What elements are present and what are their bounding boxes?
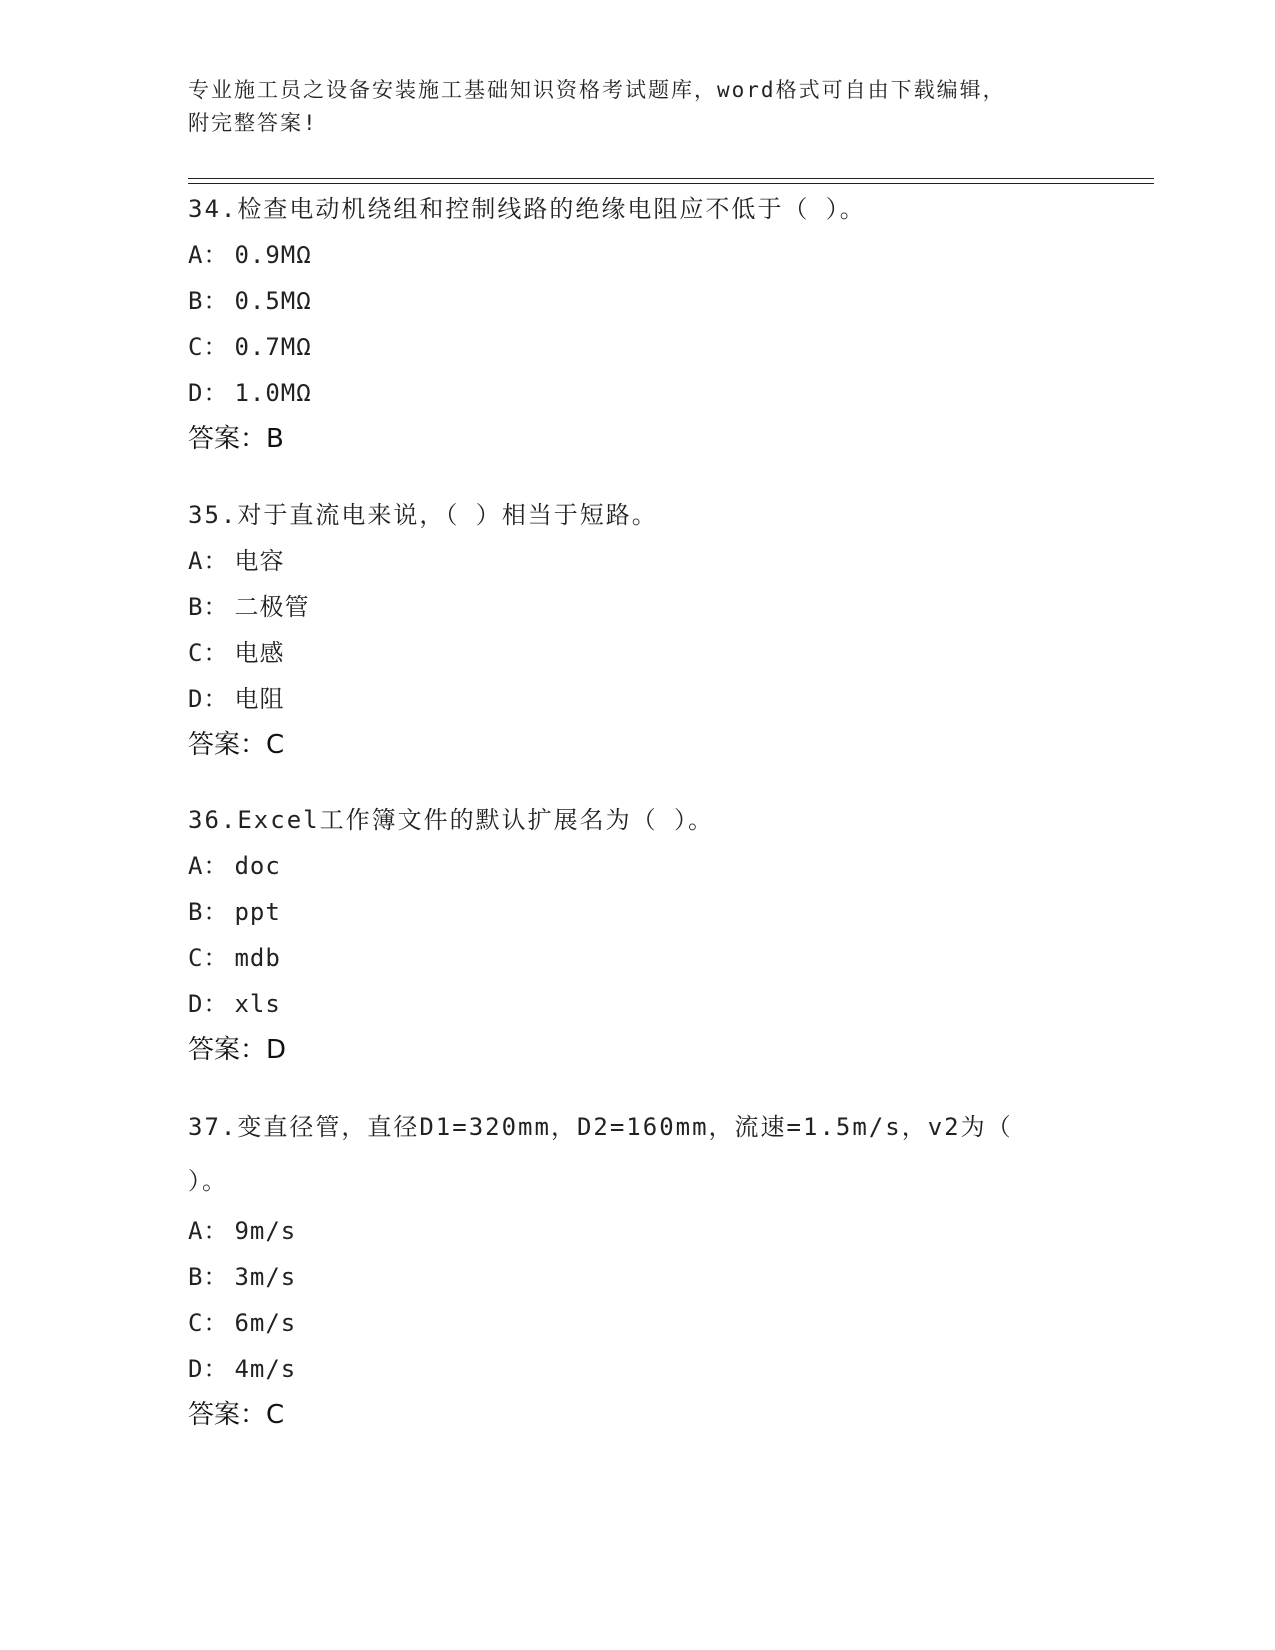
- question-stem: 检查电动机绕组和控制线路的绝缘电阻应不低于（ ）。: [237, 195, 866, 223]
- question-number: 35.: [188, 501, 238, 529]
- question-stem: 变直径管，直径D1=320mm，D2=160mm，流速=1.5m/s，v2为（ ）。: [188, 1113, 1013, 1195]
- question-text: [188, 186, 1088, 232]
- option-d: D： 4m/s: [188, 1355, 297, 1383]
- option-letter: B: [188, 1263, 204, 1291]
- question-number: 37.: [188, 1113, 238, 1141]
- option-letter: D: [188, 379, 204, 407]
- option-text: 9m/s: [234, 1217, 297, 1245]
- answer-label: 答案：: [188, 424, 267, 454]
- option-letter: B: [188, 898, 204, 926]
- option-text: 二极管: [234, 593, 310, 621]
- option-a: A： 电容: [188, 547, 285, 575]
- option-letter: A: [188, 852, 204, 880]
- document-header: [188, 74, 1068, 140]
- option-letter: C: [188, 639, 204, 667]
- question-34: [188, 186, 1088, 462]
- option-text: 4m/s: [234, 1355, 297, 1383]
- answer: [188, 1027, 1088, 1073]
- option-b: B： 二极管: [188, 593, 310, 621]
- question-number: 34.: [188, 195, 238, 223]
- option-c: C： 0.7MΩ: [188, 333, 312, 361]
- option-text: 1.0MΩ: [234, 379, 312, 407]
- option-text: 0.9MΩ: [234, 241, 312, 269]
- option-text: 0.5MΩ: [234, 287, 312, 315]
- question-number: 36.: [188, 806, 238, 834]
- option-d: D： xls: [188, 990, 281, 1018]
- question-text: [188, 492, 1088, 538]
- option-text: 6m/s: [234, 1309, 297, 1337]
- option-text: 0.7MΩ: [234, 333, 312, 361]
- option-c: C： 6m/s: [188, 1309, 297, 1337]
- answer: [188, 722, 1088, 768]
- option-d: D： 电阻: [188, 685, 285, 713]
- option-letter: B: [188, 287, 204, 315]
- question-35: [188, 492, 1088, 768]
- option-letter: A: [188, 547, 204, 575]
- option-d: D： 1.0MΩ: [188, 379, 312, 407]
- answer-label: 答案：: [188, 730, 267, 760]
- option-a: A： doc: [188, 852, 281, 880]
- question-stem: 对于直流电来说，（ ）相当于短路。: [237, 501, 658, 529]
- answer-value: B: [266, 424, 284, 454]
- option-text: 电容: [234, 547, 285, 575]
- option-b: B： ppt: [188, 898, 281, 926]
- option-a: A： 0.9MΩ: [188, 241, 312, 269]
- option-text: doc: [234, 852, 281, 880]
- option-c: C： mdb: [188, 944, 281, 972]
- answer-value: D: [266, 1035, 287, 1065]
- option-text: mdb: [234, 944, 281, 972]
- option-text: 电阻: [234, 685, 285, 713]
- option-letter: D: [188, 1355, 204, 1383]
- answer: [188, 416, 1088, 462]
- header-line-2: 附完整答案!: [188, 111, 318, 135]
- option-text: ppt: [234, 898, 281, 926]
- option-text: 3m/s: [234, 1263, 297, 1291]
- question-37: [188, 1100, 1088, 1438]
- question-36: [188, 797, 1088, 1073]
- option-b: B： 0.5MΩ: [188, 287, 312, 315]
- answer-label: 答案：: [188, 1400, 267, 1430]
- option-letter: C: [188, 1309, 204, 1337]
- header-divider-top: [188, 178, 1154, 179]
- option-letter: B: [188, 593, 204, 621]
- option-letter: C: [188, 333, 204, 361]
- answer-label: 答案：: [188, 1035, 267, 1065]
- header-divider-bottom: [188, 183, 1154, 184]
- option-b: B： 3m/s: [188, 1263, 297, 1291]
- option-letter: C: [188, 944, 204, 972]
- question-text: [188, 797, 1088, 843]
- option-a: A： 9m/s: [188, 1217, 297, 1245]
- answer-value: C: [266, 730, 285, 760]
- answer: [188, 1392, 1088, 1438]
- option-text: 电感: [234, 639, 285, 667]
- question-text: [188, 1100, 1048, 1208]
- header-line-1: 专业施工员之设备安装施工基础知识资格考试题库，word格式可自由下载编辑，: [188, 78, 1006, 102]
- option-text: xls: [234, 990, 281, 1018]
- question-stem: Excel工作簿文件的默认扩展名为（ ）。: [237, 806, 715, 834]
- option-letter: D: [188, 685, 204, 713]
- option-letter: A: [188, 241, 204, 269]
- option-letter: D: [188, 990, 204, 1018]
- option-letter: A: [188, 1217, 204, 1245]
- answer-value: C: [266, 1400, 285, 1430]
- option-c: C： 电感: [188, 639, 285, 667]
